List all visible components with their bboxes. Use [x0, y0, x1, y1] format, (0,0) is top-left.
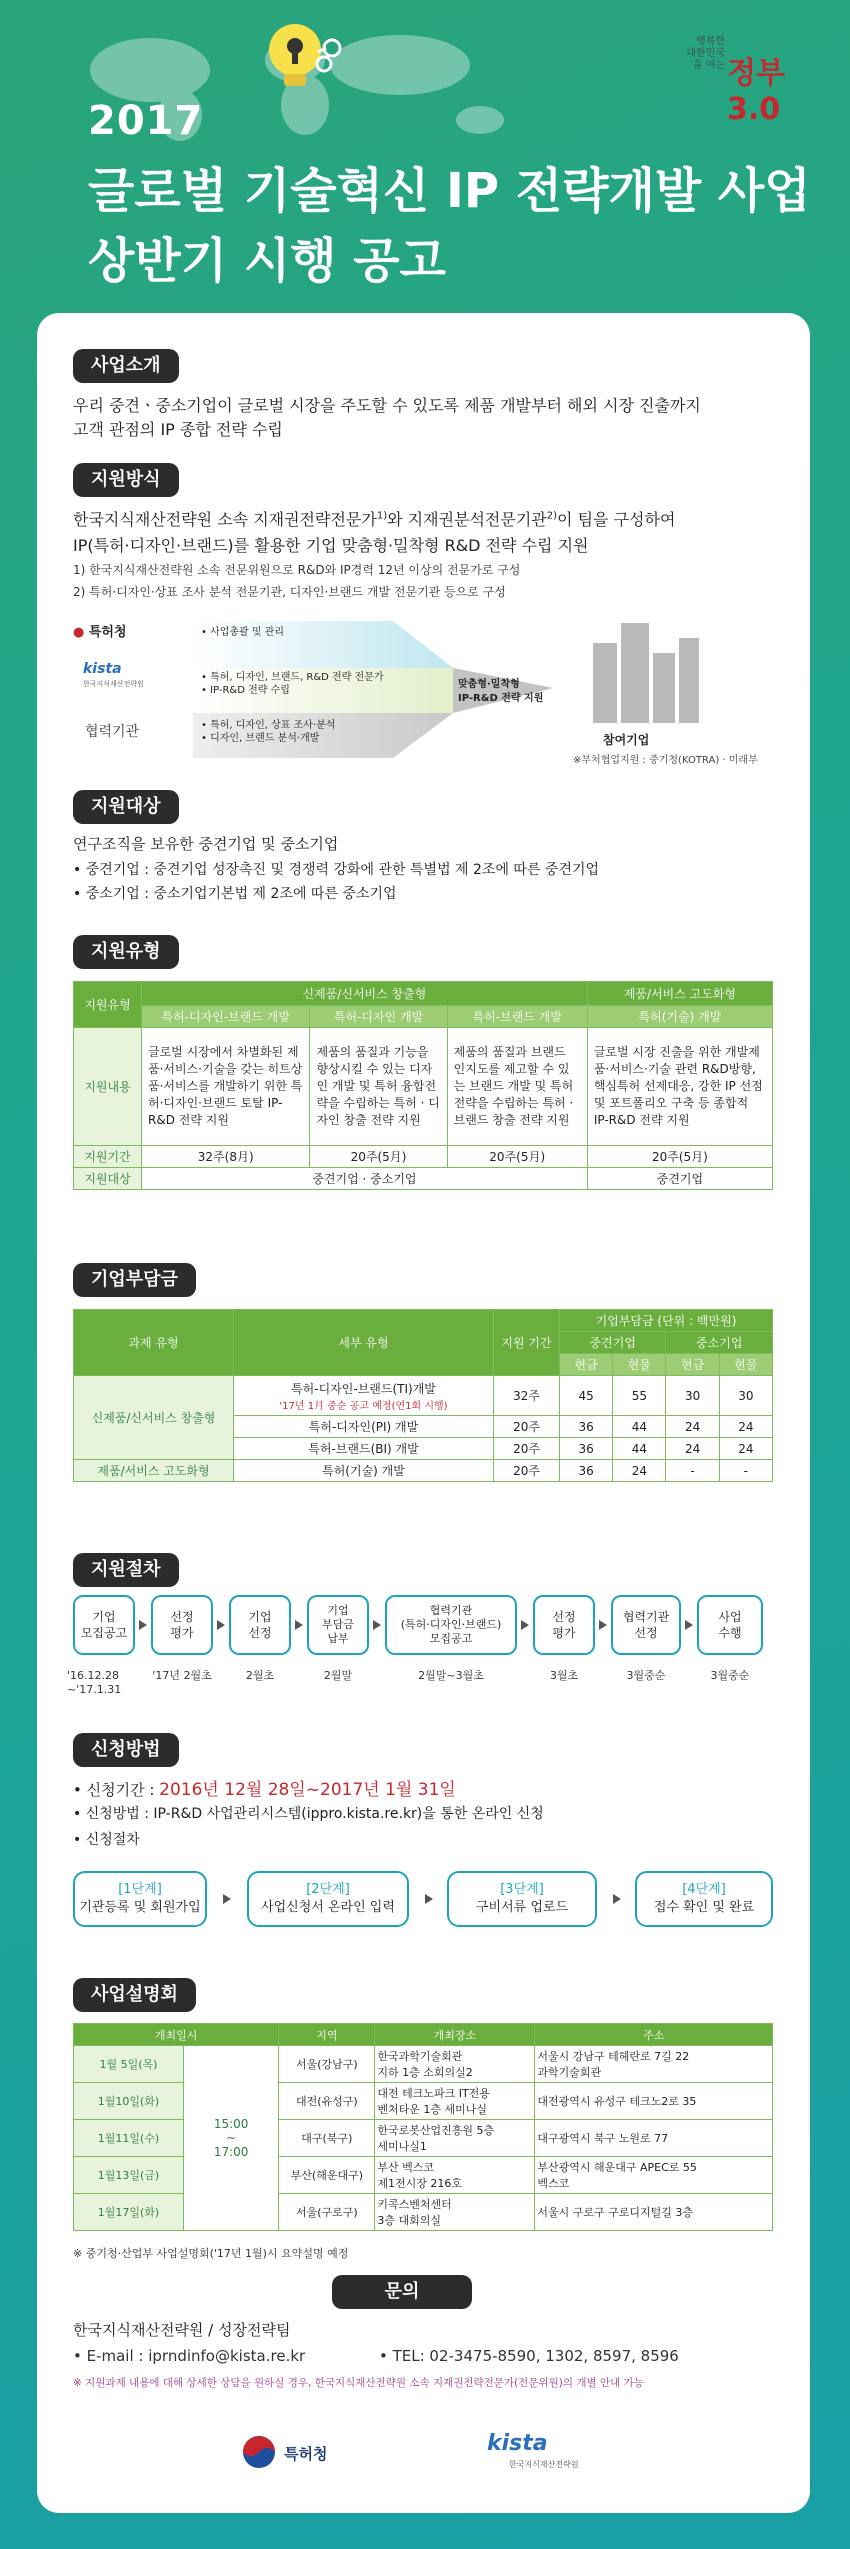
contact-email[interactable]: • E-mail : iprndinfo@kista.re.kr [73, 2347, 306, 2365]
gov30-slogan: 행복한 대한민국을 여는 [686, 36, 725, 71]
briefing-address-0: 서울시 강남구 테헤란로 7길 22 과학기술회관 [535, 2046, 773, 2083]
apply-arrow-icon [613, 1894, 621, 1904]
hero-title: 글로벌 기술혁신 IP 전략개발 사업 [88, 163, 811, 219]
participant-label: 참여기업 [603, 733, 650, 747]
section-title-target: 지원대상 [73, 790, 179, 824]
burden-detail-1: 특허-디자인(PI) 개발 [234, 1416, 494, 1438]
diagram-mid2: IP-R&D 전략 지원 [458, 693, 544, 704]
method-diagram [73, 613, 773, 783]
contact-org: 한국지식재산전략원 / 성장전략팀 [73, 2321, 291, 2339]
types-header-new: 신제품/신서비스 창출형 [142, 982, 588, 1006]
section-title-intro: 사업소개 [73, 349, 179, 383]
burden-h-detail: 세부 유형 [234, 1310, 494, 1376]
contact-note: ※ 지원과제 내용에 대해 상세한 상담을 원하실 경우, 한국지식재산전략원 소속 지재권전략전문가(전문위원)의 개별 안내 가능 [73, 2377, 644, 2389]
section-title-contact: 문의 [332, 2275, 472, 2309]
footer-kista-text: kista [487, 2431, 548, 2456]
burden-v-0-3: 30 [719, 1376, 772, 1416]
process-date-1: '17년 2월초 [152, 1669, 212, 1682]
process-arrow-icon [217, 1620, 225, 1630]
burden-v-0-2: 30 [666, 1376, 719, 1416]
apply-steps-label: • 신청절차 [73, 1832, 140, 1848]
kista-role1: • 특허, 디자인, 브랜드, R&D 전략 전문가 [201, 672, 384, 683]
burden-h-burden: 기업부담금 (단위 : 백만원) [560, 1310, 773, 1332]
burden-group-adv: 제품/서비스 고도화형 [74, 1460, 234, 1482]
briefing-h-date: 개최일시 [74, 2024, 279, 2046]
types-period-1: 20주(5月) [310, 1146, 447, 1168]
footer-kista-logo [487, 2431, 617, 2475]
coop-label: 협력기관 [85, 724, 140, 740]
burden-h-small: 중소기업 [666, 1332, 773, 1354]
process-date-0: '16.12.28 ~'17.1.31 [67, 1669, 122, 1696]
burden-v-1-0: 36 [560, 1416, 613, 1438]
briefing-venue-3: 부산 벡스코 제1전시장 216호 [375, 2157, 535, 2194]
kista-logo-sub: 한국지식재산전략원 [83, 680, 144, 688]
process-arrow-icon [295, 1620, 303, 1630]
types-period-3: 20주(5月) [587, 1146, 772, 1168]
target-line1: 연구조직을 보유한 중견기업 및 중소기업 [73, 835, 339, 853]
burden-h-cash-2: 현금 [666, 1354, 719, 1376]
apply-step-3: [3단계] 구비서류 업로드 [447, 1871, 597, 1927]
apply-step-1: [1단계] 기관등록 및 회원가입 [73, 1871, 207, 1927]
coop-role1: • 특허, 디자인, 상표 조사·분석 [201, 720, 336, 731]
process-step-0: 기업 모집공고 [73, 1595, 135, 1655]
apply-step-2: [2단계] 사업신청서 온라인 입력 [247, 1871, 409, 1927]
process-step-7: 사업 수행 [697, 1595, 763, 1655]
gov30-text: 정부3.0 [727, 56, 785, 127]
lightbulb-key-icon [260, 18, 350, 108]
types-target-adv: 중견기업 [587, 1168, 772, 1190]
process-step-4: 협력기관 (특허·디자인·브랜드) 모집공고 [385, 1595, 517, 1655]
briefing-date-4: 1월17일(화) [74, 2194, 184, 2231]
gov30-logo [685, 30, 825, 127]
burden-detail-0-note: '17년 1月 중순 공고 예정(연1회 시행) [279, 1400, 448, 1412]
process-date-5: 3월초 [549, 1669, 579, 1682]
briefing-venue-1: 대전 테크노파크 IT전용 벤처타운 1층 세미나실 [375, 2083, 535, 2120]
burden-detail-2: 특허-브랜드(BI) 개발 [234, 1438, 494, 1460]
types-target-new: 중견기업 · 중소기업 [142, 1168, 588, 1190]
types-row-content: 지원내용 [74, 1028, 142, 1146]
burden-v-1-2: 24 [666, 1416, 719, 1438]
briefing-region-4: 서울(구로구) [279, 2194, 375, 2231]
process-arrow-icon [373, 1620, 381, 1630]
briefing-address-3: 부산광역시 해운대구 APEC로 55 벡스코 [535, 2157, 773, 2194]
types-sub-3: 특허(기술) 개발 [587, 1006, 772, 1028]
types-sub-1: 특허-디자인 개발 [310, 1006, 447, 1028]
types-sub-0: 특허-디자인-브랜드 개발 [142, 1006, 310, 1028]
apply-arrow-icon [425, 1894, 433, 1904]
kipo-emblem-icon [242, 2435, 276, 2469]
briefing-address-4: 서울시 구로구 구로디지털길 3층 [535, 2194, 773, 2231]
process-date-6: 3월중순 [626, 1669, 666, 1682]
process-date-7: 3월중순 [710, 1669, 750, 1682]
method-note1: 1) 한국지식재산전략원 소속 전문위원으로 R&D와 IP경력 12년 이상의 전문가로 구성 [73, 563, 521, 577]
process-step-5: 선정 평가 [533, 1595, 595, 1655]
types-content-2: 제품의 품질과 브랜드 인지도를 제고할 수 있는 브랜드 개발 및 특허 전략을 수립하는 특허 · 브랜드 창출 전략 지원 [447, 1028, 587, 1146]
burden-period-1: 20주 [494, 1416, 560, 1438]
burden-v-3-1: 24 [613, 1460, 666, 1482]
burden-group-new: 신제품/신서비스 창출형 [74, 1376, 234, 1460]
kista-role2: • IP-R&D 전략 수립 [201, 685, 290, 696]
types-header-type: 지원유형 [74, 982, 142, 1028]
burden-h-type: 과제 유형 [74, 1310, 234, 1376]
burden-v-2-3: 24 [719, 1438, 772, 1460]
footer-kipo-text: 특허청 [284, 2445, 328, 2463]
briefing-date-2: 1월11일(수) [74, 2120, 184, 2157]
process-arrow-icon [139, 1620, 147, 1630]
briefing-h-venue: 개최장소 [375, 2024, 535, 2046]
burden-period-3: 20주 [494, 1460, 560, 1482]
burden-v-0-0: 45 [560, 1376, 613, 1416]
intro-line2: 고객 관점의 IP 종합 전략 수립 [73, 420, 283, 439]
support-type-table [73, 981, 773, 1190]
briefing-venue-0: 한국과학기술회관 지하 1층 소회의실2 [375, 2046, 535, 2083]
apply-steps [73, 1871, 773, 1931]
diagram-note: ※부처협업지원 : 중기청(KOTRA) · 미래부 [573, 755, 758, 766]
content-card [37, 313, 810, 2513]
types-row-target: 지원대상 [74, 1168, 142, 1190]
burden-v-1-3: 24 [719, 1416, 772, 1438]
target-line2: • 중견기업 : 중견기업 성장촉진 및 경쟁력 강화에 관한 특별법 제 2조에 따른 중견기업 [73, 862, 600, 878]
section-title-process: 지원절차 [73, 1553, 179, 1587]
burden-period-2: 20주 [494, 1438, 560, 1460]
section-title-apply: 신청방법 [73, 1733, 179, 1767]
kipo-emblem-icon: ● [73, 625, 85, 640]
apply-step-4: [4단계] 접수 확인 및 완료 [635, 1871, 773, 1927]
types-period-0: 32주(8月) [142, 1146, 310, 1168]
burden-h-mid: 중견기업 [560, 1332, 666, 1354]
types-content-0: 글로벌 시장에서 차별화된 제품·서비스·기술을 갖는 히트상품·서비스를 개발하기 위한 특허·디자인·브랜드 토탈 IP-R&D 전략 지원 [142, 1028, 310, 1146]
process-step-3: 기업 부담금 납부 [307, 1595, 369, 1655]
burden-v-0-1: 55 [613, 1376, 666, 1416]
briefing-h-region: 지역 [279, 2024, 375, 2046]
burden-period-0: 32주 [494, 1376, 560, 1416]
target-line3: • 중소기업 : 중소기업기본법 제 2조에 따른 중소기업 [73, 886, 397, 902]
kipo-label: ● 특허청 [73, 625, 127, 640]
burden-h-period: 지원 기간 [494, 1310, 560, 1376]
process-step-2: 기업 선정 [229, 1595, 291, 1655]
kipo-role: • 사업총괄 및 관리 [201, 627, 285, 638]
apply-arrow-icon [223, 1894, 231, 1904]
burden-v-1-1: 44 [613, 1416, 666, 1438]
method-line2: IP(특허·디자인·브랜드)를 활용한 기업 맞춤형·밀착형 R&D 전략 수립 지원 [73, 536, 589, 555]
briefing-address-2: 대구광역시 북구 노원로 77 [535, 2120, 773, 2157]
burden-v-2-2: 24 [666, 1438, 719, 1460]
briefing-region-3: 부산(해운대구) [279, 2157, 375, 2194]
diagram-mid1: 맞춤형·밀착형 [458, 679, 520, 690]
burden-v-2-0: 36 [560, 1438, 613, 1460]
burden-detail-0: 특허-디자인-브랜드(TI)개발 '17년 1月 중순 공고 예정(연1회 시행) [234, 1376, 494, 1416]
types-period-2: 20주(5月) [447, 1146, 587, 1168]
section-title-burden: 기업부담금 [73, 1263, 196, 1297]
hero-year: 2017 [88, 98, 204, 144]
section-title-method: 지원방식 [73, 463, 179, 497]
section-title-types: 지원유형 [73, 935, 179, 969]
process-date-2: 2월초 [245, 1669, 275, 1682]
briefing-time: 15:00 ~ 17:00 [184, 2046, 279, 2231]
types-row-period: 지원기간 [74, 1146, 142, 1168]
process-arrow-icon [685, 1620, 693, 1630]
process-step-6: 협력기관 선정 [611, 1595, 681, 1655]
footer-kipo-logo [242, 2435, 362, 2475]
types-content-3: 글로벌 시장 진출을 위한 개발제품·서비스·기술 관련 R&D방향, 핵심특허 선제대응, 강한 IP 선점 및 포트폴리오 구축 등 종합적 IP-R&D 전략 지원 [587, 1028, 772, 1146]
section-title-briefing: 사업설명회 [73, 1978, 196, 2012]
briefing-note: ※ 중기청·산업부 사업설명회('17년 1월)시 요약설명 예정 [73, 2247, 349, 2260]
briefing-date-1: 1월10일(화) [74, 2083, 184, 2120]
footer-kista-sub: 한국지식재산전략원 [509, 2460, 579, 2469]
method-line1: 한국지식재산전략원 소속 지재권전략전문가$^{1)}$와 지재권분석전문기관$^{2)}$이 팀을 구성하여 [73, 510, 676, 529]
burden-table [73, 1309, 773, 1482]
briefing-h-address: 주소 [535, 2024, 773, 2046]
burden-v-3-2: - [666, 1460, 719, 1482]
process-step-1: 선정 평가 [151, 1595, 213, 1655]
contact-tel[interactable]: • TEL: 02-3475-8590, 1302, 8597, 8596 [379, 2347, 679, 2365]
burden-h-kind-2: 현물 [719, 1354, 772, 1376]
burden-v-3-3: - [719, 1460, 772, 1482]
process-arrow-icon [521, 1620, 529, 1630]
hero-subtitle: 상반기 시행 공고 [88, 233, 446, 289]
burden-detail-3: 특허(기술) 개발 [234, 1460, 494, 1482]
process-date-3: 2월말 [323, 1669, 353, 1682]
apply-method: • 신청방법 : IP-R&D 사업관리시스템(ippro.kista.re.kr)을 통한 온라인 신청 [73, 1806, 544, 1822]
types-content-1: 제품의 품질과 기능을 향상시킬 수 있는 디자인 개발 및 특허 융합전략을 수립하는 특허 · 디자인 창출 전략 지원 [310, 1028, 447, 1146]
briefing-venue-2: 한국로봇산업진흥원 5층 세미나실1 [375, 2120, 535, 2157]
burden-v-3-0: 36 [560, 1460, 613, 1482]
briefing-region-1: 대전(유성구) [279, 2083, 375, 2120]
burden-h-cash-1: 현금 [560, 1354, 613, 1376]
briefing-date-3: 1월13일(금) [74, 2157, 184, 2194]
kista-logo-text: kista [83, 661, 122, 677]
hero [0, 0, 850, 310]
apply-period: • 신청기간 : 2016년 12월 28일~2017년 1월 31일 [73, 1780, 456, 1800]
intro-line1: 우리 중견ㆍ중소기업이 글로벌 시장을 주도할 수 있도록 제품 개발부터 해외 시장 진출까지 [73, 396, 701, 415]
briefing-region-0: 서울(강남구) [279, 2046, 375, 2083]
types-header-adv: 제품/서비스 고도화형 [587, 982, 772, 1006]
types-sub-2: 특허-브랜드 개발 [447, 1006, 587, 1028]
briefing-venue-4: 키콕스벤처센터 3층 대회의실 [375, 2194, 535, 2231]
process-flow [67, 1595, 773, 1705]
apply-period-dates: 2016년 12월 28일~2017년 1월 31일 [159, 1780, 456, 1800]
burden-v-2-1: 44 [613, 1438, 666, 1460]
briefing-table [73, 2023, 773, 2231]
process-date-4: 2월말~3월초 [418, 1669, 484, 1682]
process-arrow-icon [599, 1620, 607, 1630]
briefing-address-1: 대전광역시 유성구 테크노2로 35 [535, 2083, 773, 2120]
burden-h-kind-1: 현물 [613, 1354, 666, 1376]
briefing-date-0: 1월 5일(목) [74, 2046, 184, 2083]
method-note2: 2) 특허·디자인·상표 조사 분석 전문기관, 디자인·브랜드 개발 전문기관 등으로 구성 [73, 585, 506, 599]
coop-role2: • 디자인, 브랜드 분석·개발 [201, 733, 320, 744]
briefing-region-2: 대구(북구) [279, 2120, 375, 2157]
